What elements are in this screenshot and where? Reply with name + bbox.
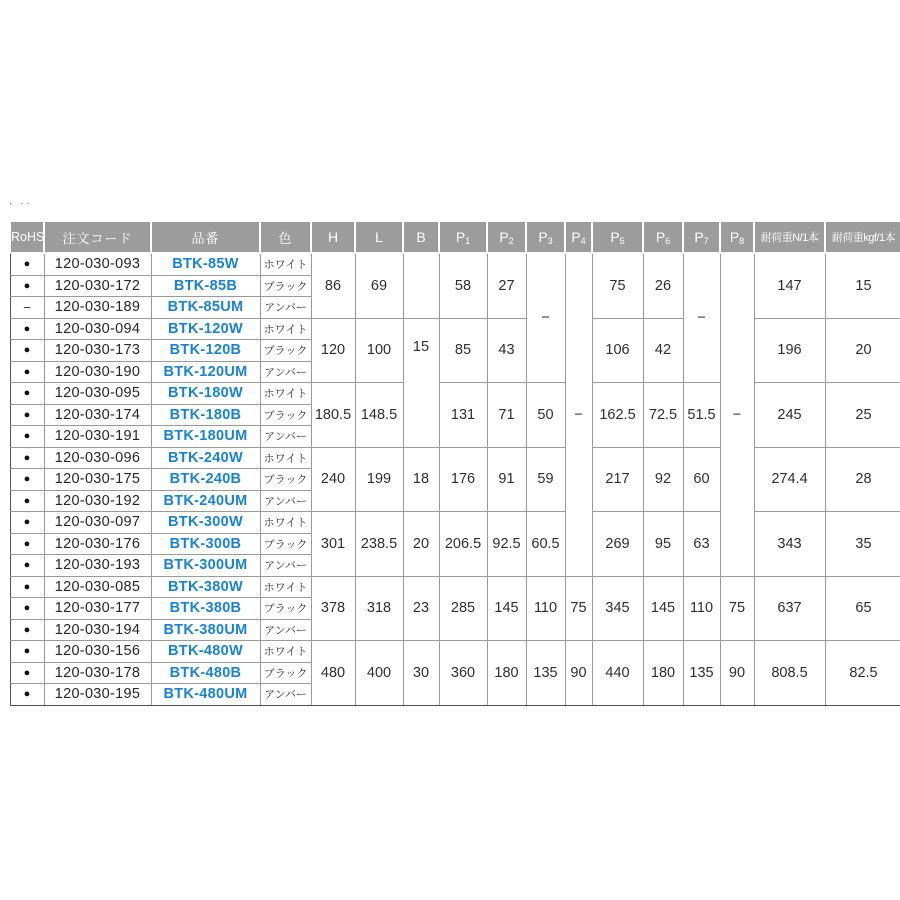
col-header-P33: $P_3$ [526,221,565,253]
cell-rohs: ● [10,641,44,663]
cell-color: アンバー [260,619,311,641]
cell-rohs: ● [10,598,44,620]
cell-P2: 43 [487,318,526,383]
cell-part[interactable]: BTK-120B [151,340,260,362]
cell-H: 240 [311,447,355,512]
cell-P5: 75 [592,253,643,318]
cell-P8: 75 [720,576,754,641]
cell-P6: 26 [643,253,683,318]
cell-P5: 106 [592,318,643,383]
cell-P5: 269 [592,512,643,577]
cell-loadKgf: 20 [825,318,900,383]
cell-part[interactable]: BTK-380B [151,598,260,620]
cell-P1: 85 [439,318,487,383]
cell-loadKgf: 15 [825,253,900,318]
cell-part[interactable]: BTK-480W [151,641,260,663]
cell-P6: 72.5 [643,383,683,448]
cell-part[interactable]: BTK-85UM [151,297,260,319]
cell-part[interactable]: BTK-240UM [151,490,260,512]
cell-P3: − [526,253,565,383]
cell-H: 301 [311,512,355,577]
cell-code: 120-030-194 [44,619,151,641]
cell-color: ホワイト [260,253,311,275]
cell-rohs: ● [10,512,44,534]
cell-loadKgf: 28 [825,447,900,512]
cell-loadKgf: 82.5 [825,641,900,706]
cell-loadN: 637 [754,576,825,641]
cell-H: 120 [311,318,355,383]
cell-H: 86 [311,253,355,318]
col-header-loadN: 耐荷重N/1本 [754,221,825,253]
cell-P7: − [683,253,720,383]
cell-color: ブラック [260,469,311,491]
cell-part[interactable]: BTK-300W [151,512,260,534]
cell-color: ホワイト [260,447,311,469]
cell-part[interactable]: BTK-240W [151,447,260,469]
cell-rohs: ● [10,684,44,706]
spec-table-wrapper [9,220,900,706]
cell-P3: 110 [526,576,565,641]
cell-code: 120-030-094 [44,318,151,340]
cell-B: 30 [403,641,439,706]
col-header-P77: $P_7$ [683,221,720,253]
cell-part[interactable]: BTK-85B [151,275,260,297]
cell-P4: 75 [565,576,592,641]
cell-code: 120-030-095 [44,383,151,405]
cell-rohs: ● [10,533,44,555]
cell-rohs: ● [10,275,44,297]
cell-rohs: ● [10,662,44,684]
cell-color: ホワイト [260,641,311,663]
cell-color: ブラック [260,598,311,620]
cell-rohs: ● [10,447,44,469]
cell-loadKgf: 35 [825,512,900,577]
cell-color: ホワイト [260,383,311,405]
cell-P3: 59 [526,447,565,512]
cell-loadN: 343 [754,512,825,577]
cell-color: ホワイト [260,318,311,340]
cell-L: 318 [355,576,403,641]
cell-color: ブラック [260,404,311,426]
table-row [10,641,900,663]
col-header-H: H [311,221,355,253]
cell-P7: 60 [683,447,720,512]
col-header-P11: $P_1$ [439,221,487,253]
col-header-code: 注文コード [44,221,151,253]
col-header-rohs: RoHS [10,221,44,253]
cell-color: アンバー [260,361,311,383]
cell-code: 120-030-096 [44,447,151,469]
cell-code: 120-030-173 [44,340,151,362]
cell-color: ブラック [260,275,311,297]
cell-L: 199 [355,447,403,512]
cell-H: 480 [311,641,355,706]
cell-code: 120-030-177 [44,598,151,620]
cell-H: 378 [311,576,355,641]
cell-B [403,253,439,318]
cell-P5: 345 [592,576,643,641]
cell-P3: 50 [526,383,565,448]
cell-part[interactable]: BTK-480UM [151,684,260,706]
cell-color: ブラック [260,340,311,362]
cell-rohs: ● [10,361,44,383]
cell-P4: 90 [565,641,592,706]
col-header-L: L [355,221,403,253]
cell-part[interactable]: BTK-300B [151,533,260,555]
cell-P1: 285 [439,576,487,641]
cell-code: 120-030-195 [44,684,151,706]
cell-P2: 27 [487,253,526,318]
cell-part[interactable]: BTK-120W [151,318,260,340]
cell-part[interactable]: BTK-240B [151,469,260,491]
cell-color: アンバー [260,426,311,448]
cell-rohs: ● [10,576,44,598]
cell-rohs: ● [10,318,44,340]
cell-P8: − [720,253,754,576]
cell-P6: 92 [643,447,683,512]
cell-loadKgf: 25 [825,383,900,448]
cell-code: 120-030-097 [44,512,151,534]
cell-P2: 180 [487,641,526,706]
cell-L: 69 [355,253,403,318]
table-row [10,576,900,598]
cell-loadKgf: 65 [825,576,900,641]
cell-B: 20 [403,512,439,577]
cell-P3: 60.5 [526,512,565,577]
cell-part[interactable]: BTK-85W [151,253,260,275]
spec-table-header [10,221,900,253]
cell-part[interactable]: BTK-480B [151,662,260,684]
cell-code: 120-030-085 [44,576,151,598]
cell-loadN: 245 [754,383,825,448]
cell-color: アンバー [260,555,311,577]
cell-P5: 440 [592,641,643,706]
cell-P1: 360 [439,641,487,706]
cell-P5: 162.5 [592,383,643,448]
col-header-P66: $P_6$ [643,221,683,253]
table-row [10,318,900,340]
cell-P6: 180 [643,641,683,706]
cell-P4: − [565,253,592,576]
cell-loadN: 274.4 [754,447,825,512]
cell-loadN: 196 [754,318,825,383]
cell-P6: 95 [643,512,683,577]
stray-dots: · ·· [9,198,33,208]
cell-code: 120-030-189 [44,297,151,319]
cell-loadN: 808.5 [754,641,825,706]
cell-rohs: ● [10,383,44,405]
cell-rohs: ● [10,404,44,426]
cell-H: 180.5 [311,383,355,448]
cell-B: 23 [403,576,439,641]
cell-part[interactable]: BTK-180B [151,404,260,426]
cell-P7: 63 [683,512,720,577]
cell-P1: 131 [439,383,487,448]
cell-P7: 110 [683,576,720,641]
cell-P2: 92.5 [487,512,526,577]
col-header-P44: $P_4$ [565,221,592,253]
cell-rohs: ● [10,555,44,577]
cell-B: 15 [403,318,439,447]
cell-color: ホワイト [260,512,311,534]
cell-code: 120-030-176 [44,533,151,555]
cell-code: 120-030-191 [44,426,151,448]
spec-table [9,220,900,706]
cell-rohs: ● [10,490,44,512]
cell-L: 400 [355,641,403,706]
cell-P6: 145 [643,576,683,641]
cell-color: ブラック [260,662,311,684]
cell-rohs: ● [10,253,44,275]
cell-P7: 135 [683,641,720,706]
cell-color: ブラック [260,533,311,555]
cell-code: 120-030-172 [44,275,151,297]
cell-code: 120-030-174 [44,404,151,426]
cell-code: 120-030-192 [44,490,151,512]
cell-rohs: ● [10,619,44,641]
cell-part[interactable]: BTK-380UM [151,619,260,641]
cell-P1: 176 [439,447,487,512]
table-row [10,447,900,469]
cell-P1: 58 [439,253,487,318]
cell-P3: 135 [526,641,565,706]
cell-P8: 90 [720,641,754,706]
cell-code: 120-030-190 [44,361,151,383]
cell-rohs: ● [10,426,44,448]
cell-code: 120-030-193 [44,555,151,577]
cell-code: 120-030-093 [44,253,151,275]
cell-rohs: − [10,297,44,319]
cell-color: ホワイト [260,576,311,598]
cell-color: アンバー [260,684,311,706]
col-header-P22: $P_2$ [487,221,526,253]
cell-B: 18 [403,447,439,512]
cell-P2: 145 [487,576,526,641]
cell-part[interactable]: BTK-300UM [151,555,260,577]
cell-P1: 206.5 [439,512,487,577]
col-header-part: 品番 [151,221,260,253]
cell-part[interactable]: BTK-120UM [151,361,260,383]
cell-loadN: 147 [754,253,825,318]
cell-part[interactable]: BTK-380W [151,576,260,598]
cell-P5: 217 [592,447,643,512]
cell-part[interactable]: BTK-180UM [151,426,260,448]
cell-part[interactable]: BTK-180W [151,383,260,405]
table-row [10,383,900,405]
cell-code: 120-030-156 [44,641,151,663]
cell-L: 238.5 [355,512,403,577]
col-header-P55: $P_5$ [592,221,643,253]
table-row [10,253,900,275]
cell-P2: 91 [487,447,526,512]
cell-rohs: ● [10,340,44,362]
cell-L: 100 [355,318,403,383]
cell-rohs: ● [10,469,44,491]
cell-code: 120-030-178 [44,662,151,684]
cell-P2: 71 [487,383,526,448]
col-header-B: B [403,221,439,253]
col-header-color: 色 [260,221,311,253]
table-row [10,512,900,534]
cell-P7: 51.5 [683,383,720,448]
col-header-P88: $P_8$ [720,221,754,253]
cell-L: 148.5 [355,383,403,448]
cell-color: アンバー [260,490,311,512]
cell-P6: 42 [643,318,683,383]
cell-code: 120-030-175 [44,469,151,491]
col-header-loadKgf: 耐荷重kgf/1本 [825,221,900,253]
cell-color: アンバー [260,297,311,319]
